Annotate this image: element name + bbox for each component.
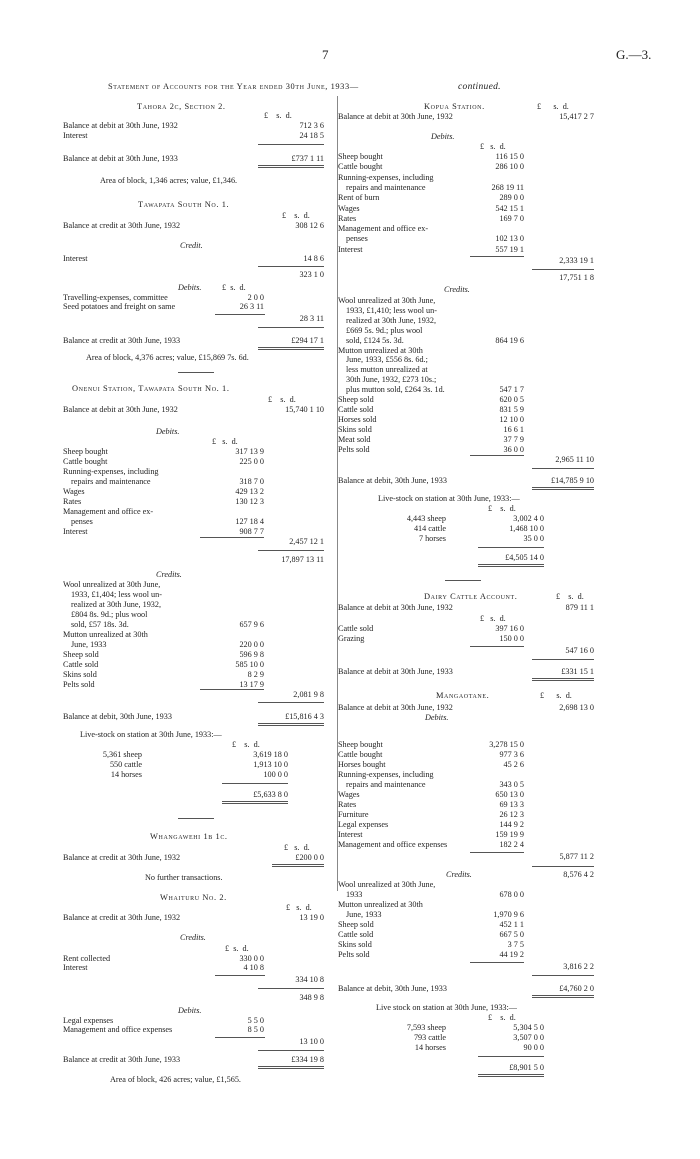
entry-label: Balance at debit at 30th June, 1932: [63, 405, 178, 414]
entry-value: 289 0 0: [499, 193, 524, 203]
entry-label: Rates: [338, 800, 357, 809]
livestock-value: 1,468 10 0: [509, 524, 544, 533]
subtotal: 348 9 8: [299, 993, 324, 1002]
entry-value: 650 13 0: [495, 790, 524, 799]
entry-label: Wages: [63, 487, 85, 496]
entry-total: £331 15 1: [561, 667, 594, 676]
entry-value: 26 3 11: [239, 302, 264, 311]
entry-label: Interest: [338, 830, 363, 839]
entry-label: Wages: [338, 790, 360, 799]
livestock-heading: Live-stock on station at 30th June, 1933:—: [378, 494, 520, 503]
entry-label: sold, £57 18s. 3d.: [71, 620, 129, 629]
entry-label: Sheep sold: [63, 650, 99, 659]
entry-value: 127 18 4: [235, 517, 264, 526]
entry-label: Running-expenses, including: [338, 172, 434, 182]
entry-label: Sheep bought: [63, 447, 108, 456]
entry-label: Interest: [63, 527, 88, 536]
entry-value: 102 13 0: [495, 234, 524, 244]
entry-total: 13 10 0: [299, 1037, 324, 1046]
entry-label: Mutton unrealized at 30th: [338, 900, 423, 909]
entry-value: 144 9 2: [499, 820, 524, 829]
entry-total: 3,816 2 2: [563, 962, 594, 971]
livestock-value: 90 0 0: [523, 1043, 544, 1052]
entry-total: £4,760 2 0: [559, 984, 594, 993]
page-number: 7: [322, 47, 329, 62]
subsection-heading: Debits.: [431, 132, 455, 141]
entry-label: Balance at debit at 30th June, 1932: [63, 121, 178, 130]
entry-value: 220 0 0: [239, 640, 264, 649]
subsection-heading: Debits.: [178, 283, 202, 292]
entry-label: Management and office ex-: [63, 507, 154, 516]
subsection-heading: Debits.: [425, 713, 449, 722]
entry-value: 397 16 0: [495, 624, 524, 633]
entry-label: Seed potatoes and freight on same: [63, 302, 176, 311]
entry-label: 1933, £1,410; less wool un-: [346, 305, 437, 315]
entry-label: Pelts sold: [338, 950, 370, 959]
lsd-header: £ s. d.: [480, 142, 506, 151]
entry-value: 712 3 6: [299, 121, 324, 130]
lsd-header: £ s. d.: [488, 1013, 516, 1022]
entry-label: Rates: [63, 497, 82, 506]
entry-total: 2,965 11 10: [555, 455, 594, 464]
subsection-heading: Credits.: [444, 285, 470, 294]
entry-value: 116 15 0: [495, 152, 524, 161]
entry-label: 1933, £1,404; less wool un-: [71, 590, 162, 599]
entry-total: £14,785 9 10: [551, 476, 594, 485]
entry-label: Skins sold: [63, 670, 97, 679]
entry-label: Cattle sold: [63, 660, 99, 669]
livestock-label: 414 cattle: [413, 524, 446, 533]
entry-value: 678 0 0: [499, 890, 524, 899]
entry-value: 37 7 9: [503, 434, 524, 444]
entry-label: Balance at debit at 30th June, 1932: [338, 703, 453, 712]
entry-total: 547 16 0: [565, 646, 594, 655]
entry-label: Interest: [338, 244, 363, 254]
entry-label: Cattle bought: [63, 457, 108, 466]
section-heading: Whaituru No. 2.: [160, 893, 227, 902]
entry-label: Balance at credit at 30th June, 1933: [63, 1055, 181, 1064]
block-note: Area of block, 4,376 acres; value, £15,869 7s. 6d.: [86, 353, 249, 362]
section-heading: Kopua Station.: [424, 102, 485, 111]
livestock-value: 3,619 18 0: [253, 750, 288, 759]
entry-label: Furniture: [338, 810, 369, 819]
entry-label: Running-expenses, including: [338, 770, 434, 779]
entry-value: 69 13 3: [499, 800, 524, 809]
entry-value: 14 8 6: [303, 254, 324, 263]
livestock-label: 7,593 sheep: [406, 1023, 446, 1032]
entry-value: 13 19 0: [299, 913, 324, 922]
entry-label: Running-expenses, including: [63, 467, 159, 476]
livestock-value: 3,002 4 0: [513, 514, 544, 523]
lsd-header: £ s. d.: [540, 691, 572, 700]
entry-label: Sheep bought: [338, 740, 383, 749]
entry-total: £737 1 11: [291, 154, 324, 163]
entry-total: 2,081 9 8: [293, 690, 324, 699]
entry-value: 8 5 0: [247, 1025, 264, 1034]
entry-label: June, 1933, £556 8s. 6d.;: [346, 355, 428, 365]
entry-label: Balance at credit at 30th June, 1932: [63, 221, 181, 230]
entry-label: Balance at debit, 30th June, 1933: [338, 984, 447, 993]
entry-label: Balance at debit at 30th June, 1933: [338, 667, 453, 676]
entry-total: 2,333 19 1: [559, 256, 594, 265]
subtotal: 17,751 1 8: [559, 273, 594, 282]
subsection-heading: Credits.: [156, 570, 182, 579]
subsection-heading: Credits.: [180, 933, 206, 942]
entry-value: 268 19 11: [491, 182, 524, 192]
lsd-header: £ s. d.: [284, 843, 310, 852]
section-heading: Dairy Cattle Account.: [424, 592, 518, 601]
entry-value: 1,970 9 6: [493, 910, 524, 919]
entry-value: 182 2 4: [499, 840, 524, 849]
entry-value: 8 2 9: [247, 670, 264, 679]
entry-total: £200 0 0: [295, 853, 324, 862]
entry-label: 30th June, 1932, £273 10s.;: [346, 375, 437, 385]
entry-label: Sheep sold: [338, 395, 374, 404]
entry-label: realized at 30th June, 1932,: [71, 600, 162, 609]
entry-label: Mutton unrealized at 30th: [63, 630, 148, 639]
entry-label: Sheep sold: [338, 920, 374, 929]
entry-value: 16 6 1: [503, 424, 524, 434]
entry-label: repairs and maintenance: [346, 780, 426, 789]
entry-label: Sheep bought: [338, 152, 383, 161]
lsd-header: £ s. d.: [537, 102, 569, 111]
section-heading: Tawapata South No. 1.: [138, 200, 230, 209]
entry-value: 130 12 3: [235, 497, 264, 506]
entry-value: 542 15 1: [495, 203, 524, 213]
entry-value: 585 10 0: [235, 660, 264, 669]
entry-value: 15,417 2 7: [559, 112, 594, 121]
lsd-header: £ s. d.: [268, 395, 296, 404]
entry-value: 596 9 8: [239, 650, 264, 659]
entry-label: £804 8s. 9d.; plus wool: [71, 610, 148, 619]
entry-label: Meat sold: [338, 434, 371, 444]
entry-label: Rent collected: [63, 954, 111, 963]
entry-label: Balance at debit, 30th June, 1933: [338, 476, 447, 485]
entry-label: Legal expenses: [63, 1016, 114, 1025]
entry-value: 12 10 0: [499, 414, 524, 424]
subsection-heading: Debits.: [178, 1006, 202, 1015]
entry-label: Interest: [63, 131, 88, 140]
section-heading: Tahora 2c, Section 2.: [137, 102, 226, 111]
entry-label: Skins sold: [338, 424, 372, 434]
entry-label: Balance at debit at 30th June, 1932: [338, 112, 453, 121]
livestock-heading: Live stock on station at 30th June, 1933:—: [376, 1003, 517, 1012]
entry-label: Balance at debit at 30th June, 1933: [63, 154, 178, 163]
livestock-value: 1,913 10 0: [253, 760, 288, 769]
entry-label: repairs and maintenance: [346, 182, 426, 192]
livestock-value: 5,304 5 0: [513, 1023, 544, 1032]
entry-value: 3 7 5: [507, 940, 524, 949]
entry-value: 169 7 0: [499, 213, 524, 223]
lsd-header: £ s. d.: [282, 211, 310, 220]
livestock-label: 14 horses: [110, 770, 142, 779]
subtotal: 17,897 13 11: [281, 555, 324, 564]
entry-value: 4 10 8: [243, 963, 264, 972]
entry-label: Cattle sold: [338, 404, 374, 414]
entry-value: 667 5 0: [499, 930, 524, 939]
entry-label: realized at 30th June, 1932,: [346, 315, 437, 325]
entry-label: Mutton unrealized at 30th: [338, 345, 423, 355]
subtotal: 8,576 4 2: [563, 870, 594, 879]
entry-label: Cattle bought: [338, 162, 383, 172]
entry-label: Balance at debit, 30th June, 1933: [63, 712, 172, 721]
entry-value: 44 19 2: [499, 950, 524, 959]
lsd-header: £ s. d.: [212, 437, 238, 446]
entry-label: Wool unrealized at 30th June,: [338, 880, 436, 889]
entry-value: 317 13 9: [235, 447, 264, 456]
livestock-label: 7 horses: [418, 534, 446, 543]
entry-value: 2 0 0: [247, 293, 264, 302]
entry-total: 28 3 11: [299, 314, 324, 323]
entry-value: 318 7 0: [239, 477, 264, 486]
block-note: Area of block, 1,346 acres; value, £1,346.: [100, 176, 238, 185]
entry-value: 26 12 3: [499, 810, 524, 819]
entry-value: 330 0 0: [239, 954, 264, 963]
entry-label: Balance at debit at 30th June, 1932: [338, 603, 453, 612]
livestock-total: £4,505 14 0: [505, 553, 544, 562]
entry-label: Wages: [338, 203, 360, 213]
entry-label: Grazing: [338, 634, 365, 643]
lsd-header: £ s. d.: [556, 592, 584, 601]
entry-label: 1933: [346, 890, 363, 899]
main-title: Statement of Accounts for the Year ended 30th June, 1933—: [108, 82, 359, 91]
livestock-label: 5,361 sheep: [102, 750, 142, 759]
entry-value: 557 19 1: [495, 244, 524, 254]
entry-label: Cattle sold: [338, 930, 374, 939]
entry-value: 5 5 0: [247, 1016, 264, 1025]
entry-value: 159 19 9: [495, 830, 524, 839]
entry-value: 452 1 1: [499, 920, 524, 929]
no-transactions-note: No further transactions.: [145, 873, 223, 882]
section-heading: Whangawehi 1b 1c.: [150, 832, 228, 841]
lsd-header: £ s. d.: [264, 111, 292, 120]
entry-value: 225 0 0: [239, 457, 264, 466]
entry-value: 15,740 1 10: [285, 405, 324, 414]
entry-value: 3,278 15 0: [489, 740, 524, 749]
entry-label: £669 5s. 9d.; plus wool: [346, 325, 423, 335]
entry-total: £294 17 1: [291, 336, 324, 345]
entry-value: 977 3 6: [499, 750, 524, 759]
entry-label: Legal expenses: [338, 820, 389, 829]
entry-value: 24 18 5: [299, 131, 324, 140]
livestock-value: 3,507 0 0: [513, 1033, 544, 1042]
entry-label: Management and office expenses: [338, 840, 448, 849]
entry-label: Skins sold: [338, 940, 372, 949]
entry-label: Cattle sold: [338, 624, 374, 633]
entry-value: 308 12 6: [295, 221, 324, 230]
entry-label: Horses bought: [338, 760, 386, 769]
lsd-header: £ s. d.: [225, 944, 249, 953]
entry-label: June, 1933: [71, 640, 107, 649]
page-reference: G.—3.: [616, 47, 652, 62]
livestock-label: 14 horses: [414, 1043, 446, 1052]
livestock-total: £8,901 5 0: [509, 1063, 544, 1072]
entry-label: Management and office expenses: [63, 1025, 173, 1034]
lsd-header: £ s. d.: [488, 504, 516, 513]
entry-value: 864 19 6: [495, 335, 524, 345]
lsd-header: £ s. d.: [232, 740, 260, 749]
lsd-header: £ s. d.: [480, 614, 506, 623]
entry-value: 429 13 2: [235, 487, 264, 496]
livestock-total: £5,633 8 0: [253, 790, 288, 799]
entry-total: 2,457 12 1: [289, 537, 324, 546]
entry-value: 286 10 0: [495, 162, 524, 172]
lsd-header: £ s. d.: [286, 903, 312, 912]
entry-label: Pelts sold: [63, 680, 95, 689]
entry-label: Rates: [338, 213, 357, 223]
entry-label: June, 1933: [346, 910, 382, 919]
entry-value: 45 2 6: [503, 760, 524, 769]
subsection-heading: Debits.: [156, 427, 180, 436]
subtotal: 323 1 0: [299, 270, 324, 279]
entry-label: penses: [71, 517, 93, 526]
entry-value: 547 1 7: [499, 385, 524, 395]
entry-total: £334 19 8: [291, 1055, 324, 1064]
livestock-label: 793 cattle: [413, 1033, 446, 1042]
entry-label: Balance at credit at 30th June, 1933: [63, 336, 181, 345]
entry-value: 36 0 0: [503, 444, 524, 454]
subsection-heading: Credits.: [446, 870, 472, 879]
entry-label: Wool unrealized at 30th June,: [63, 580, 161, 589]
entry-label: Management and office ex-: [338, 224, 429, 234]
livestock-value: 35 0 0: [523, 534, 544, 543]
entry-label: Horses sold: [338, 414, 377, 424]
entry-value: 879 11 1: [565, 603, 594, 612]
entry-label: penses: [346, 234, 368, 244]
section-heading: Onenui Station, Tawapata South No. 1.: [72, 384, 230, 393]
entry-value: 620 0 5: [499, 395, 524, 404]
entry-total: 5,877 11 2: [559, 852, 594, 861]
section-heading: Mangaotane.: [436, 691, 490, 700]
entry-label: plus mutton sold, £264 3s. 1d.: [346, 385, 445, 395]
livestock-label: 4,443 sheep: [406, 514, 446, 523]
subsection-heading: Credit.: [180, 241, 203, 250]
entry-label: Interest: [63, 963, 88, 972]
entry-value: 343 0 5: [499, 780, 524, 789]
lsd-header: £ s. d.: [222, 283, 246, 292]
livestock-label: 550 cattle: [109, 760, 142, 769]
entry-label: Rent of burn: [338, 193, 380, 203]
entry-value: 908 7 7: [239, 527, 264, 536]
entry-label: Balance at credit at 30th June, 1932: [63, 853, 181, 862]
entry-label: Travelling-expenses, committee: [63, 293, 168, 302]
entry-total: £15,816 4 3: [285, 712, 324, 721]
entry-value: 150 0 0: [499, 634, 524, 643]
entry-value: 831 5 9: [499, 404, 524, 414]
entry-label: less mutton unrealized at: [346, 365, 428, 375]
entry-total: 334 10 8: [295, 975, 324, 984]
entry-value: 13 17 9: [239, 680, 264, 689]
entry-label: sold, £124 5s. 3d.: [346, 335, 404, 345]
entry-value: 657 9 6: [239, 620, 264, 629]
entry-label: repairs and maintenance: [71, 477, 151, 486]
entry-label: Balance at credit at 30th June, 1932: [63, 913, 181, 922]
entry-label: Interest: [63, 254, 88, 263]
livestock-heading: Live-stock on station at 30th June, 1933:—: [80, 730, 222, 739]
block-note: Area of block, 426 acres; value, £1,565.: [110, 1075, 241, 1084]
entry-value: 2,698 13 0: [559, 703, 594, 712]
entry-label: Wool unrealized at 30th June,: [338, 296, 436, 305]
main-title-continued: continued.: [458, 82, 501, 92]
entry-label: Pelts sold: [338, 444, 370, 454]
livestock-value: 100 0 0: [263, 770, 288, 779]
entry-label: Cattle bought: [338, 750, 383, 759]
